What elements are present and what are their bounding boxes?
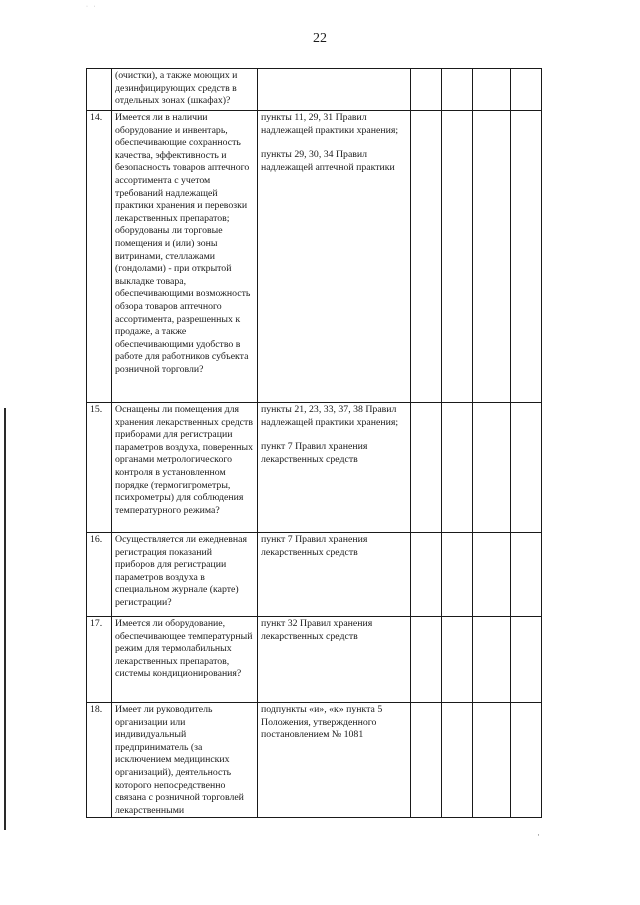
row-question: Имеется ли в наличии оборудование и инвентарь, обеспечивающие сохранность качества, эффективность и безопасность товаров аптечного ассортимента с учетом требований надлежащей практики хранения и перевозки лекарственных препаратов; оборудованы ли торговые помещения и (или) зоны витринами, стеллажами (гондолами) - при открытой выкладке товара, обеспечивающими возможность обзора товаров аптечного ассортимента, разрешенных к продаже, а также обеспечивающими удобство в работе для работников субъекта розничной торговли?: [112, 111, 258, 403]
row-number: 17.: [87, 617, 112, 703]
table-row: [87, 617, 542, 703]
table-row: [87, 69, 542, 111]
scan-edge-mark: [4, 408, 6, 830]
row-number: 16.: [87, 533, 112, 617]
reference-text: пункты 29, 30, 34 Правил надлежащей аптечной практики: [261, 149, 395, 173]
row-number: 15.: [87, 403, 112, 533]
row-question: Имеется ли оборудование, обеспечивающее температурный режим для термолабильных лекарственных препаратов, системы кондиционирования?: [112, 617, 258, 703]
reference-text: пункт 7 Правил хранения лекарственных средств: [261, 534, 368, 558]
page-number: 22: [313, 31, 327, 46]
notes-cell: [511, 617, 542, 703]
table-row: [87, 111, 542, 403]
answer-cell: [442, 533, 473, 617]
answer-cell: [473, 111, 511, 403]
answer-cell: [473, 617, 511, 703]
row-question: Оснащены ли помещения для хранения лекарственных средств приборами для регистрации параметров воздуха, поверенных органами метрологического контроля в установленном порядке (термогигрометры, психрометры) для соблюдения температурного режима?: [112, 403, 258, 533]
row-number: [87, 69, 112, 111]
row-question: Имеет ли руководитель организации или индивидуальный предприниматель (за исключением медицинских организаций), деятельность которого непосредственно связана с розничной торговлей лекарственными: [112, 703, 258, 818]
answer-cell: [442, 111, 473, 403]
answer-cell: [442, 617, 473, 703]
reference-text: пункты 21, 23, 33, 37, 38 Правил надлежащей практики хранения;: [261, 404, 399, 428]
reference-text: пункты 11, 29, 31 Правил надлежащей практики хранения;: [261, 112, 399, 136]
notes-cell: [511, 703, 542, 818]
row-references: [258, 111, 411, 403]
answer-cell: [442, 703, 473, 818]
notes-cell: [511, 403, 542, 533]
notes-cell: [511, 111, 542, 403]
reference-text: подпункты «и», «к» пункта 5 Положения, утвержденного постановлением № 1081: [261, 704, 383, 741]
notes-cell: [511, 69, 542, 111]
answer-cell: [411, 533, 442, 617]
reference-text: пункт 32 Правил хранения лекарственных средств: [261, 618, 373, 642]
answer-cell: [473, 533, 511, 617]
table-row: [87, 703, 542, 818]
row-number: 18.: [87, 703, 112, 818]
row-question: (очистки), а также моющих и дезинфицирующих средств в отдельных зонах (шкафах)?: [112, 69, 258, 111]
row-references: [258, 703, 411, 818]
table-row: [87, 403, 542, 533]
answer-cell: [473, 403, 511, 533]
row-references: [258, 403, 411, 533]
answer-cell: [411, 111, 442, 403]
answer-cell: [411, 403, 442, 533]
answer-cell: [442, 69, 473, 111]
row-references: [258, 533, 411, 617]
table-row: [87, 533, 542, 617]
scan-speck: ·: [537, 830, 540, 840]
row-question: Осуществляется ли ежедневная регистрация показаний приборов для регистрации параметров воздуха в специальном журнале (карте) регистрации?: [112, 533, 258, 617]
answer-cell: [411, 69, 442, 111]
answer-cell: [411, 617, 442, 703]
checklist-table: [86, 68, 542, 818]
reference-text: пункт 7 Правил хранения лекарственных средств: [261, 441, 368, 465]
answer-cell: [411, 703, 442, 818]
answer-cell: [473, 69, 511, 111]
answer-cell: [473, 703, 511, 818]
answer-cell: [442, 403, 473, 533]
row-references: [258, 69, 411, 111]
scan-specks: · ·: [86, 4, 98, 10]
notes-cell: [511, 533, 542, 617]
row-references: [258, 617, 411, 703]
row-number: 14.: [87, 111, 112, 403]
